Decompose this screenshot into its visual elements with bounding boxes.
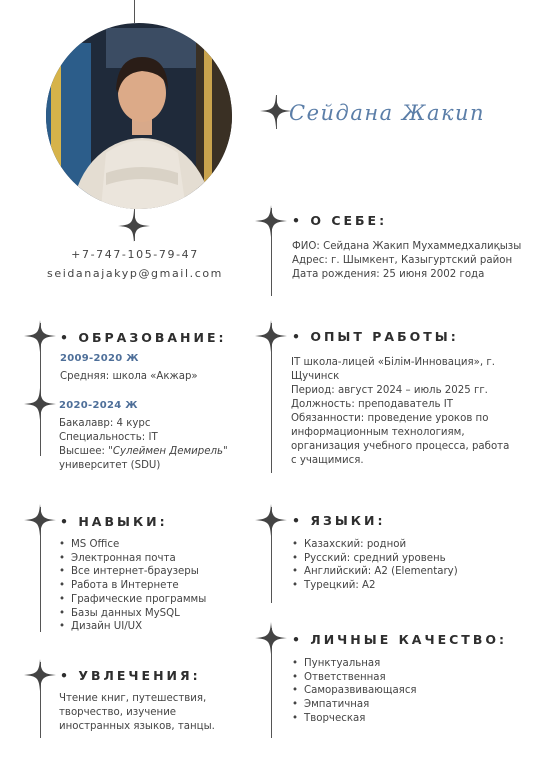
education-entry xyxy=(59,417,269,473)
education-university-name: Сулеймен Демирель xyxy=(112,446,224,457)
education-higher-line xyxy=(59,445,269,459)
list-item: • Эмпатичная xyxy=(292,698,417,712)
experience-line: организация учебного процесса, работа xyxy=(291,441,510,452)
experience-line: IT школа-лицей «Білім-Инновация», г. xyxy=(291,357,495,368)
about-line: Адрес: г. Шымкент, Казыгуртский район xyxy=(292,255,513,266)
list-item: • Дизайн UI/UX xyxy=(59,620,206,634)
education-years: 2020-2024 Ж xyxy=(59,400,138,411)
list-item: • Саморазвивающаяся xyxy=(292,684,417,698)
experience-line: с учащимися. xyxy=(291,455,364,466)
portrait-illustration xyxy=(46,23,232,209)
profile-photo xyxy=(46,23,232,209)
education-entry xyxy=(60,370,260,384)
experience-text xyxy=(291,356,531,468)
list-item: • Турецкий: A2 xyxy=(292,579,458,593)
hobbies-line: творчество, изучение xyxy=(59,707,177,718)
list-item: • Электронная почта xyxy=(59,552,206,566)
education-line: Бакалавр: 4 курс xyxy=(59,418,151,429)
experience-line: Обязанности: проведение уроков по xyxy=(291,413,489,424)
sparkle-star-icon xyxy=(255,205,287,237)
divider-line-top-center xyxy=(134,0,135,23)
languages-list xyxy=(292,538,458,593)
hobbies-text xyxy=(59,692,259,734)
sparkle-star-icon xyxy=(260,95,292,127)
sparkle-star-icon xyxy=(24,320,56,352)
sparkle-star-icon xyxy=(24,388,56,420)
list-item: • Творческая xyxy=(292,712,417,726)
about-line: ФИО: Сейдана Жакип Мухаммедхалиқызы xyxy=(292,241,522,252)
experience-heading: • ОПЫТ РАБОТЫ: xyxy=(292,329,459,344)
experience-line: информационным технологиям, xyxy=(291,427,465,438)
education-higher-prefix: Высшее: " xyxy=(59,446,113,457)
sparkle-star-icon xyxy=(255,320,287,352)
list-item: • Русский: средний уровень xyxy=(292,552,458,566)
list-item: • Казахский: родной xyxy=(292,538,458,552)
list-item: • Английский: A2 (Elementary) xyxy=(292,565,458,579)
list-item: • MS Office xyxy=(59,538,206,552)
education-line: университет (SDU) xyxy=(59,460,161,471)
list-item: • Работа в Интернете xyxy=(59,579,206,593)
education-years: 2009-2020 Ж xyxy=(60,353,139,364)
about-heading: • О СЕБЕ: xyxy=(292,213,388,228)
education-line: Специальность: IT xyxy=(59,432,158,443)
list-item: • Все интернет-браузеры xyxy=(59,565,206,579)
list-item: • Пунктуальная xyxy=(292,657,417,671)
hobbies-heading: • УВЛЕЧЕНИЯ: xyxy=(60,668,201,683)
phone-number: +7-747-105-79-47 xyxy=(71,248,199,261)
sparkle-star-icon xyxy=(24,659,56,691)
hobbies-line: иностранных языков, танцы. xyxy=(59,721,215,732)
hobbies-line: Чтение книг, путешествия, xyxy=(59,693,207,704)
about-line: Дата рождения: 25 июня 2002 года xyxy=(292,269,485,280)
sparkle-star-icon xyxy=(24,504,56,536)
qualities-list xyxy=(292,657,417,726)
education-higher-suffix: " xyxy=(223,446,228,457)
list-item: • Базы данных MySQL xyxy=(59,607,206,621)
list-item: • Графические программы xyxy=(59,593,206,607)
sparkle-star-icon xyxy=(118,210,150,242)
sparkle-star-icon xyxy=(255,622,287,654)
qualities-heading: • ЛИЧНЫЕ КАЧЕСТВО: xyxy=(292,632,507,647)
email-address: seidanajakyp@gmail.com xyxy=(47,267,223,280)
sparkle-star-icon xyxy=(255,504,287,536)
skills-list xyxy=(59,538,206,634)
skills-heading: • НАВЫКИ: xyxy=(60,514,168,529)
experience-line: Период: август 2024 – июль 2025 гг. xyxy=(291,385,488,396)
experience-line: Щучинск xyxy=(291,371,340,382)
education-line: Средняя: школа «Акжар» xyxy=(60,371,198,382)
experience-line: Должность: преподаватель IT xyxy=(291,399,453,410)
candidate-name: Сейдана Жакип xyxy=(289,101,486,125)
education-heading: • ОБРАЗОВАНИЕ: xyxy=(60,330,227,345)
about-text xyxy=(292,240,532,282)
languages-heading: • ЯЗЫКИ: xyxy=(292,513,386,528)
list-item: • Ответственная xyxy=(292,671,417,685)
